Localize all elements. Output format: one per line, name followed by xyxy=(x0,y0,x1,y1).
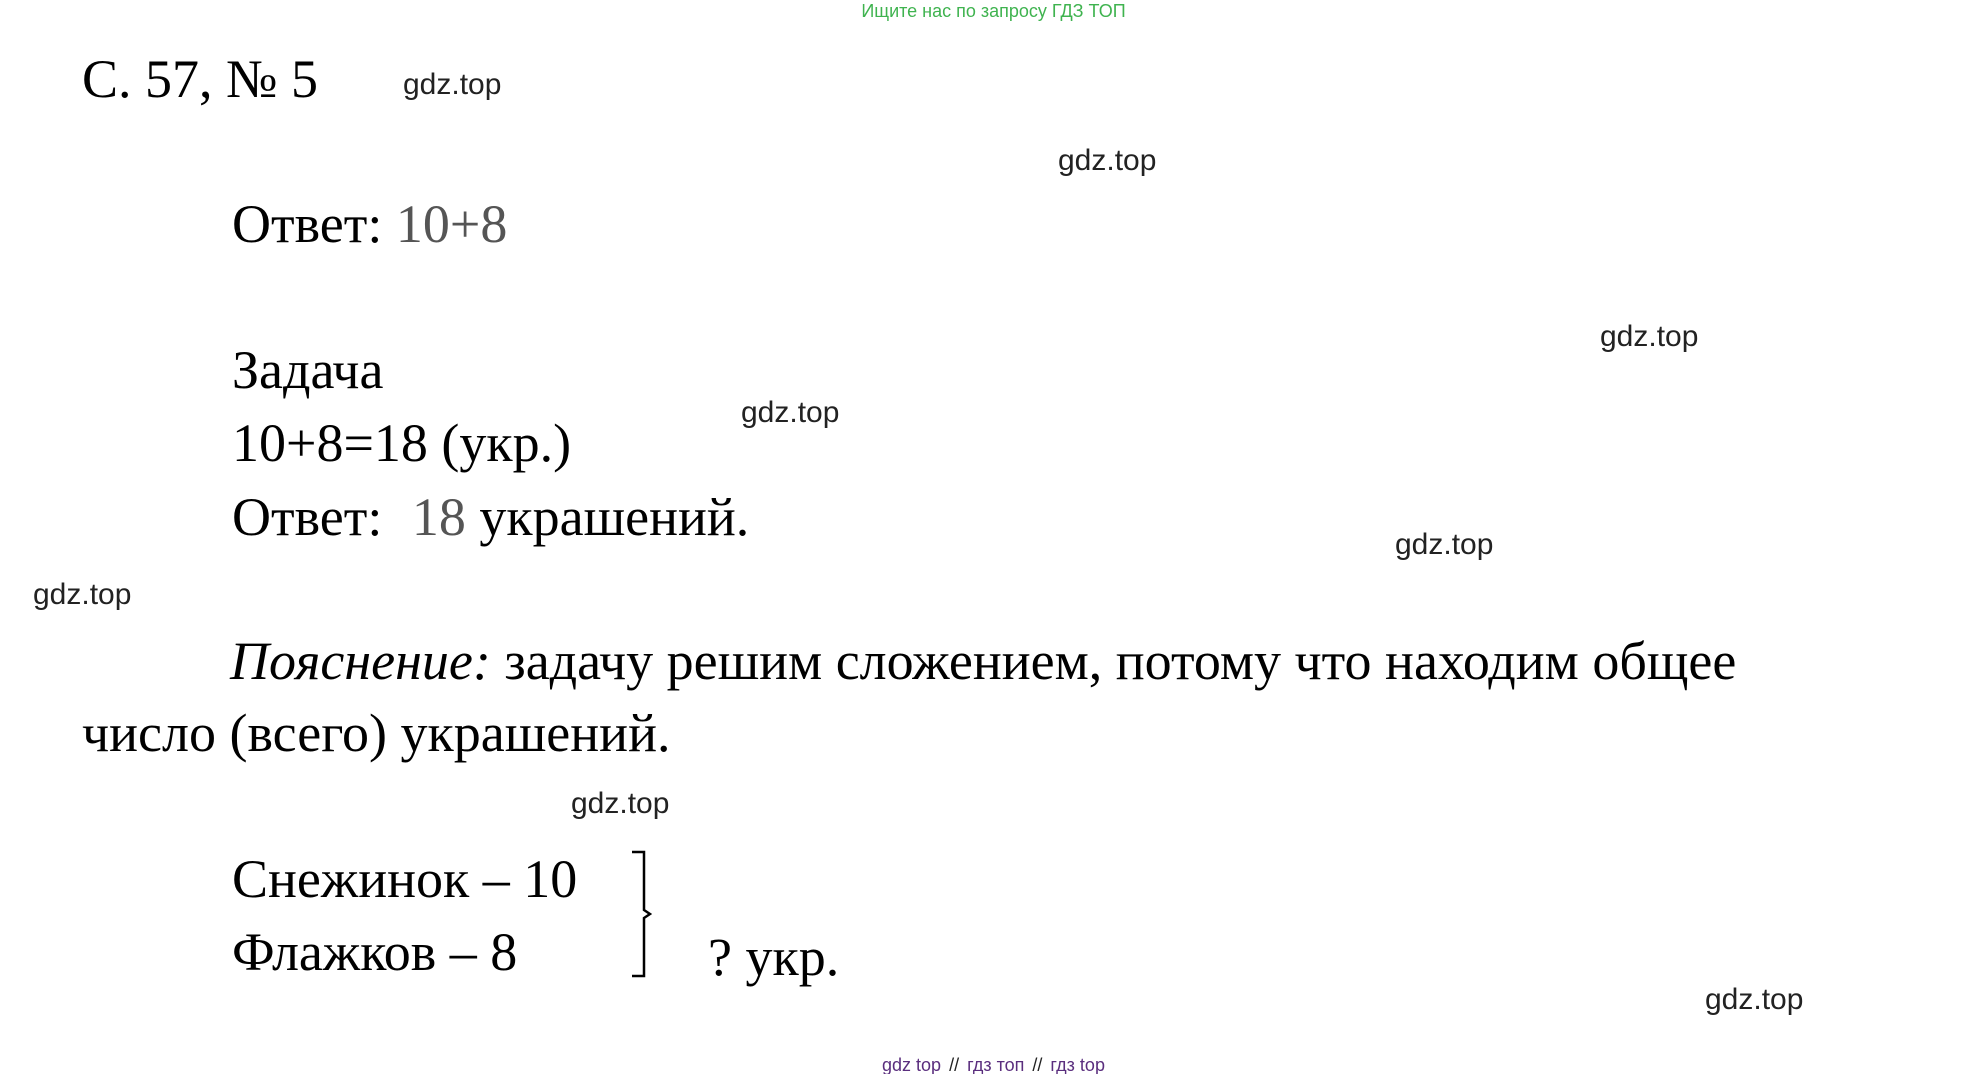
watermark: gdz.top xyxy=(1395,528,1494,561)
task-answer-label: Ответ: xyxy=(232,487,383,547)
task-answer xyxy=(232,487,750,547)
watermark: gdz.top xyxy=(33,578,132,611)
answer-line-1 xyxy=(232,194,508,254)
footer-link-2[interactable]: гдз топ xyxy=(967,1055,1025,1074)
watermark: gdz.top xyxy=(1058,144,1157,177)
scheme-row-snowflakes: Снежинок – 10 xyxy=(232,849,578,909)
task-answer-number: 18 xyxy=(411,487,466,547)
watermark: gdz.top xyxy=(1705,983,1804,1016)
page-heading: С. 57, № 5 xyxy=(82,49,319,109)
answer-value: 10+8 xyxy=(395,194,508,254)
scheme-question: ? укр. xyxy=(708,927,840,987)
footer-link-1[interactable]: gdz top xyxy=(882,1055,942,1074)
watermark: gdz.top xyxy=(741,396,840,429)
explanation-label: Пояснение: xyxy=(230,631,491,691)
task-title: Задача xyxy=(232,340,384,400)
scheme-row-flags: Флажков – 8 xyxy=(232,922,518,982)
footer-link-3[interactable]: гдз top xyxy=(1050,1055,1105,1074)
explanation-line-2: число (всего) украшений. xyxy=(82,703,671,763)
watermark: gdz.top xyxy=(571,787,670,820)
watermark: gdz.top xyxy=(403,68,502,101)
explanation-line-1 xyxy=(230,631,1737,691)
task-equation: 10+8=18 (укр.) xyxy=(232,413,572,473)
watermark: gdz.top xyxy=(1600,320,1699,353)
task-answer-word: украшений. xyxy=(479,487,750,547)
answer-label: Ответ: xyxy=(232,194,383,254)
footer-links xyxy=(0,1056,1987,1074)
footer-separator: // xyxy=(949,1055,960,1074)
explanation-text-1: задачу решим сложением, потому что находим общее xyxy=(504,631,1737,691)
footer-separator: // xyxy=(1032,1055,1043,1074)
curly-brace-icon xyxy=(630,850,652,978)
top-banner[interactable]: Ищите нас по запросу ГДЗ ТОП xyxy=(861,1,1126,21)
